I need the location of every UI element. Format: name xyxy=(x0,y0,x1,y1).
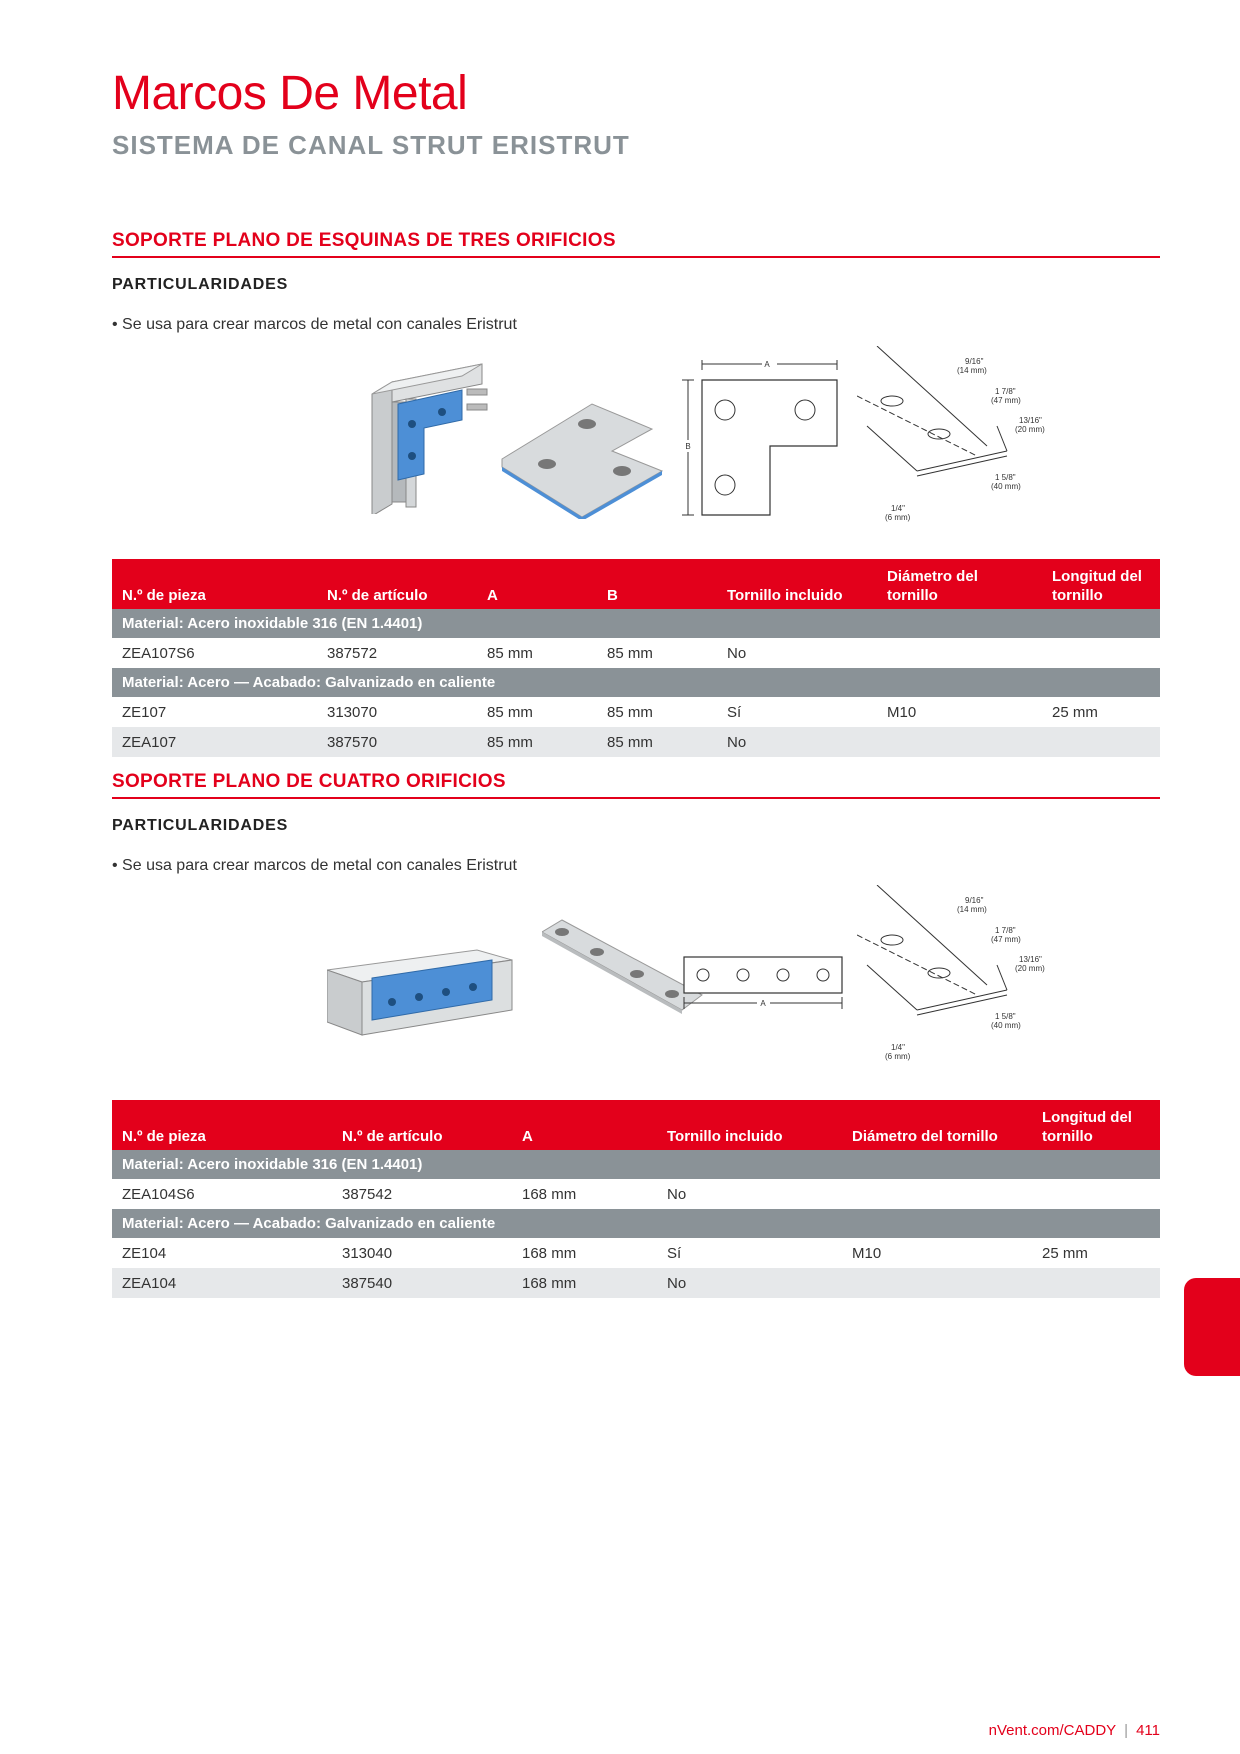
cell: 85 mm xyxy=(607,703,653,721)
dim-label-2: 1 7/8" xyxy=(995,387,1016,396)
cell: No xyxy=(727,644,747,662)
dim-label-8: 1/4" xyxy=(891,504,905,513)
cell: 85 mm xyxy=(597,727,717,757)
table-header-row xyxy=(112,1100,1160,1150)
col-header: Tornillo incluido xyxy=(717,559,877,609)
cell: 313040 xyxy=(342,1244,393,1262)
table-row xyxy=(112,727,1160,757)
cell xyxy=(1042,727,1160,757)
col-header: Longitud del tornillo xyxy=(1032,1100,1160,1150)
cell: M10 xyxy=(852,1244,882,1262)
installed-plate-image xyxy=(327,930,517,1040)
dimension-a-label: A xyxy=(760,999,766,1008)
cell: 168 mm xyxy=(512,1268,657,1298)
cell: No xyxy=(717,727,877,757)
table-header-row xyxy=(112,559,1160,609)
dim-label-7: (40 mm) xyxy=(991,482,1021,491)
table-row xyxy=(112,697,1160,727)
material-row xyxy=(112,1150,1160,1179)
cell: 168 mm xyxy=(522,1244,577,1262)
section-four-hole-plate xyxy=(112,771,1160,1298)
col-header: Longitud del tornillo xyxy=(1042,559,1160,609)
page-subtitle: SISTEMA DE CANAL STRUT ERISTRUT xyxy=(112,130,630,160)
dim-label-1: (14 mm) xyxy=(957,905,987,914)
material-row xyxy=(112,1209,1160,1238)
dim-label-0: 9/16" xyxy=(965,357,984,366)
material-label: Material: Acero inoxidable 316 (EN 1.4401) xyxy=(112,1150,1160,1179)
features-title: PARTICULARIDADES xyxy=(112,817,289,834)
page-title: Marcos De Metal xyxy=(112,67,468,120)
col-header: N.º de artículo xyxy=(332,1100,512,1150)
material-label: Material: Acero — Acabado: Galvanizado en caliente xyxy=(112,1209,1160,1238)
cell: 85 mm xyxy=(487,644,533,662)
col-header: N.º de artículo xyxy=(317,559,477,609)
page-number: 411 xyxy=(1136,1722,1160,1739)
footer-separator: | xyxy=(1124,1722,1129,1739)
dimension-drawing-l xyxy=(682,360,852,540)
feature-bullet: • Se usa para crear marcos de metal con canales Eristrut xyxy=(112,316,517,333)
section-title: SOPORTE PLANO DE ESQUINAS DE TRES ORIFICIOS xyxy=(112,230,1160,258)
side-detail-drawing xyxy=(857,346,1047,536)
dim-label-6: 1 5/8" xyxy=(995,473,1016,482)
footer-site-link[interactable]: nVent.com/CADDY xyxy=(988,1722,1117,1739)
section-title: SOPORTE PLANO DE CUATRO ORIFICIOS xyxy=(112,771,1160,799)
cell xyxy=(1042,638,1160,668)
col-header: A xyxy=(512,1100,657,1150)
dim-label-5: (20 mm) xyxy=(1015,425,1045,434)
flat-bracket-image xyxy=(492,389,712,519)
dimension-drawing-straight xyxy=(682,955,852,1025)
dimension-a-label: A xyxy=(764,360,770,369)
col-header: A xyxy=(477,559,597,609)
col-header: B xyxy=(597,559,717,609)
col-header: Diámetro del tornillo xyxy=(842,1100,1032,1150)
material-label: Material: Acero inoxidable 316 (EN 1.4401) xyxy=(112,609,1160,638)
cell: Sí xyxy=(727,703,742,721)
material-row xyxy=(112,668,1160,697)
dim-label-6: 1 5/8" xyxy=(995,1012,1016,1021)
dim-label-3: (47 mm) xyxy=(991,396,1021,405)
material-row xyxy=(112,609,1160,638)
cell xyxy=(1032,1179,1160,1209)
figures-row xyxy=(112,334,1160,534)
feature-bullet: • Se usa para crear marcos de metal con canales Eristrut xyxy=(112,857,517,874)
col-header: Tornillo incluido xyxy=(657,1100,842,1150)
side-detail-drawing xyxy=(857,885,1047,1075)
dim-label-0: 9/16" xyxy=(965,896,984,905)
parts-table xyxy=(112,559,1160,757)
table-row xyxy=(112,1238,1160,1268)
figures-row xyxy=(112,875,1160,1075)
dimension-b-label: B xyxy=(685,442,691,451)
cell: ZEA104S6 xyxy=(122,1185,195,1203)
col-header: N.º de pieza xyxy=(112,1100,332,1150)
table-row xyxy=(112,1179,1160,1209)
cell: 25 mm xyxy=(1042,1244,1088,1262)
table-row xyxy=(112,638,1160,668)
dim-label-9: (6 mm) xyxy=(885,513,911,522)
installed-bracket-image xyxy=(362,354,512,514)
cell xyxy=(1032,1268,1160,1298)
dim-label-9: (6 mm) xyxy=(885,1052,911,1061)
cell: ZE104 xyxy=(122,1244,167,1262)
cell xyxy=(842,1179,1032,1209)
cell: No xyxy=(667,1185,687,1203)
cell: 387572 xyxy=(327,644,378,662)
dim-label-4: 13/16" xyxy=(1019,955,1042,964)
cell xyxy=(877,638,1042,668)
cell: No xyxy=(657,1268,842,1298)
cell: ZEA107S6 xyxy=(122,644,195,662)
col-header: N.º de pieza xyxy=(112,559,317,609)
dim-label-3: (47 mm) xyxy=(991,935,1021,944)
cell: 85 mm xyxy=(477,727,597,757)
cell: 313070 xyxy=(327,703,378,721)
cell xyxy=(842,1268,1032,1298)
col-header: Diámetro del tornillo xyxy=(877,559,1042,609)
cell: 25 mm xyxy=(1052,703,1098,721)
table-row xyxy=(112,1268,1160,1298)
cell: M10 xyxy=(887,703,917,721)
dim-label-1: (14 mm) xyxy=(957,366,987,375)
cell: 168 mm xyxy=(522,1185,577,1203)
cell: ZEA107 xyxy=(112,727,317,757)
dim-label-8: 1/4" xyxy=(891,1043,905,1052)
cell: 387540 xyxy=(332,1268,512,1298)
cell: 85 mm xyxy=(487,703,533,721)
parts-table xyxy=(112,1100,1160,1298)
cell: ZEA104 xyxy=(112,1268,332,1298)
cell: 85 mm xyxy=(607,644,653,662)
dim-label-4: 13/16" xyxy=(1019,416,1042,425)
cell: 387542 xyxy=(342,1185,393,1203)
dim-label-2: 1 7/8" xyxy=(995,926,1016,935)
dim-label-5: (20 mm) xyxy=(1015,964,1045,973)
cell xyxy=(877,727,1042,757)
features-title: PARTICULARIDADES xyxy=(112,276,289,293)
cell: Sí xyxy=(667,1244,682,1262)
page-footer xyxy=(989,1722,1160,1739)
cell: ZE107 xyxy=(122,703,167,721)
section-tab-marker xyxy=(1184,1278,1240,1376)
material-label: Material: Acero — Acabado: Galvanizado en caliente xyxy=(112,668,1160,697)
cell: 387570 xyxy=(317,727,477,757)
section-three-hole-bracket xyxy=(112,230,1160,757)
dim-label-7: (40 mm) xyxy=(991,1021,1021,1030)
